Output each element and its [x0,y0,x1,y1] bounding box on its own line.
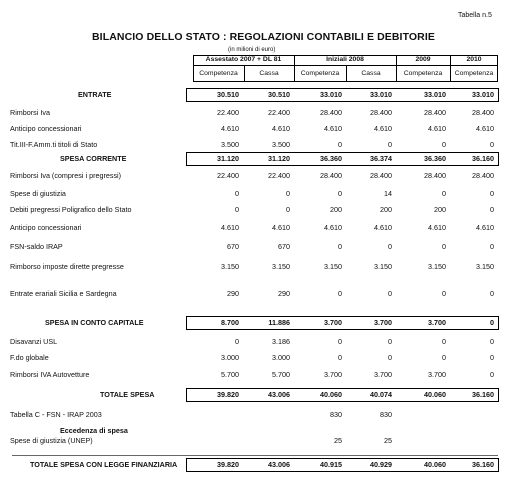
cell-value: 4.610 [221,124,239,133]
subcol-cassa-2: Cassa [361,70,381,77]
cell-value: 36.160 [472,390,494,399]
cell-value: 36.374 [370,154,392,163]
cell-value: 8.700 [221,318,239,327]
subcol-competenza-3: Competenza [403,70,443,77]
row-label: Rimborsi Iva (compresi i pregressi) [10,171,122,180]
cell-value: 40.074 [370,390,392,399]
cell-value: 30.510 [268,90,290,99]
cell-value: 36.160 [472,460,494,469]
cell-value: 0 [490,353,494,362]
row-label: Spese di giustizia [10,189,66,198]
cell-value: 28.400 [320,171,342,180]
cell-value: 3.150 [221,262,239,271]
cell-value: 0 [490,318,494,327]
cell-value: 28.400 [370,171,392,180]
cell-value: 290 [227,289,239,298]
row-label: Tabella C - FSN - IRAP 2003 [10,410,102,419]
subcol-competenza-2: Competenza [300,70,340,77]
cell-value: 43.006 [268,390,290,399]
cell-value: 0 [442,353,446,362]
row-label: SPESA IN CONTO CAPITALE [45,318,144,327]
cell-value: 5.700 [221,370,239,379]
cell-value: 0 [490,289,494,298]
cell-value: 4.610 [428,124,446,133]
cell-value: 0 [490,242,494,251]
col-group-iniziali: Iniziali 2008 [326,56,364,63]
cell-value: 0 [388,353,392,362]
cell-value: 39.820 [217,460,239,469]
cell-value: 3.700 [374,370,392,379]
row-label: Eccedenza di spesa [60,426,128,435]
cell-value: 4.610 [272,223,290,232]
cell-value: 0 [442,337,446,346]
row-label: Rimborsi Iva [10,108,50,117]
row-label: ENTRATE [78,90,112,99]
cell-value: 3.000 [272,353,290,362]
cell-value: 0 [442,140,446,149]
cell-value: 28.400 [320,108,342,117]
cell-value: 0 [490,140,494,149]
cell-value: 0 [388,289,392,298]
cell-value: 3.150 [428,262,446,271]
cell-value: 200 [434,205,446,214]
col-group-assestato: Assestato 2007 + DL 81 [205,56,282,63]
cell-value: 830 [330,410,342,419]
cell-value: 0 [442,242,446,251]
cell-value: 36.160 [472,154,494,163]
row-label: Tit.III-F.Amm.ti titoli di Stato [10,140,98,149]
cell-value: 4.610 [324,124,342,133]
cell-value: 0 [286,205,290,214]
cell-value: 3.700 [324,318,342,327]
cell-value: 22.400 [217,171,239,180]
row-label: Debiti pregressi Poligrafico dello Stato [10,205,132,214]
cell-value: 3.150 [476,262,494,271]
cell-value: 25 [334,436,342,445]
cell-value: 4.610 [476,223,494,232]
cell-value: 33.010 [424,90,446,99]
cell-value: 22.400 [217,108,239,117]
cell-value: 0 [388,242,392,251]
cell-value: 3.700 [374,318,392,327]
cell-value: 3.500 [221,140,239,149]
cell-value: 28.400 [424,171,446,180]
cell-value: 40.915 [320,460,342,469]
col-group-2010: 2010 [466,56,482,63]
row-label: Entrate erariali Sicilia e Sardegna [10,289,117,298]
cell-value: 30.510 [217,90,239,99]
cell-value: 0 [338,189,342,198]
cell-value: 40.060 [320,390,342,399]
cell-value: 0 [338,353,342,362]
cell-value: 3.700 [324,370,342,379]
cell-value: 4.610 [476,124,494,133]
cell-value: 28.400 [472,171,494,180]
subcol-competenza-1: Competenza [199,70,238,77]
cell-value: 0 [338,140,342,149]
cell-value: 0 [388,337,392,346]
row-label: Disavanzi USL [10,337,58,346]
unit-note: (in milioni di euro) [228,47,276,53]
cell-value: 4.610 [272,124,290,133]
subcol-competenza-4: Competenza [454,70,494,77]
cell-value: 4.610 [324,223,342,232]
col-group-2009: 2009 [415,56,431,63]
cell-value: 5.700 [272,370,290,379]
table-number: Tabella n.5 [458,12,492,19]
cell-value: 39.820 [217,390,239,399]
cell-value: 0 [235,189,239,198]
cell-value: 0 [442,289,446,298]
cell-value: 0 [235,337,239,346]
cell-value: 31.120 [268,154,290,163]
row-label: FSN-saldo IRAP [10,242,63,251]
subcol-cassa-1: Cassa [259,70,279,77]
cell-value: 14 [384,189,392,198]
row-label: Spese di giustizia (UNEP) [10,436,93,445]
cell-value: 0 [388,140,392,149]
cell-value: 3.500 [272,140,290,149]
cell-value: 3.700 [428,370,446,379]
cell-value: 36.360 [320,154,342,163]
cell-value: 3.186 [272,337,290,346]
cell-value: 3.000 [221,353,239,362]
cell-value: 3.700 [428,318,446,327]
cell-value: 40.060 [424,460,446,469]
cell-value: 290 [278,289,290,298]
cell-value: 830 [380,410,392,419]
cell-value: 33.010 [320,90,342,99]
cell-value: 670 [278,242,290,251]
row-label: TOTALE SPESA [100,390,155,399]
cell-value: 0 [490,337,494,346]
cell-value: 40.929 [370,460,392,469]
cell-value: 11.886 [268,318,290,327]
cell-value: 33.010 [370,90,392,99]
cell-value: 0 [490,370,494,379]
cell-value: 4.610 [221,223,239,232]
cell-value: 36.360 [424,154,446,163]
row-label: TOTALE SPESA CON LEGGE FINANZIARIA [30,460,178,469]
cell-value: 0 [442,189,446,198]
cell-value: 33.010 [472,90,494,99]
row-label: F.do globale [10,353,49,362]
cell-value: 43.006 [268,460,290,469]
row-label: SPESA CORRENTE [60,154,127,163]
cell-value: 40.060 [424,390,446,399]
cell-value: 22.400 [268,171,290,180]
row-label: Anticipo concessionari [10,223,82,232]
page-title: BILANCIO DELLO STATO : REGOLAZIONI CONTABILI E DEBITORIE [92,31,435,43]
cell-value: 0 [490,205,494,214]
cell-value: 4.610 [374,124,392,133]
cell-value: 4.610 [428,223,446,232]
cell-value: 3.150 [272,262,290,271]
cell-value: 200 [330,205,342,214]
cell-value: 3.150 [374,262,392,271]
cell-value: 28.400 [370,108,392,117]
row-label: Anticipo concessionari [10,124,82,133]
cell-value: 25 [384,436,392,445]
cell-value: 0 [338,337,342,346]
cell-value: 0 [338,242,342,251]
cell-value: 28.400 [424,108,446,117]
cell-value: 0 [286,189,290,198]
cell-value: 0 [338,289,342,298]
row-label: Rimborso imposte dirette pregresse [10,262,124,271]
cell-value: 3.150 [324,262,342,271]
cell-value: 0 [490,189,494,198]
cell-value: 0 [235,205,239,214]
cell-value: 22.400 [268,108,290,117]
cell-value: 4.610 [374,223,392,232]
row-label: Rimborsi IVA Autovetture [10,370,90,379]
cell-value: 28.400 [472,108,494,117]
cell-value: 200 [380,205,392,214]
cell-value: 31.120 [217,154,239,163]
cell-value: 670 [227,242,239,251]
